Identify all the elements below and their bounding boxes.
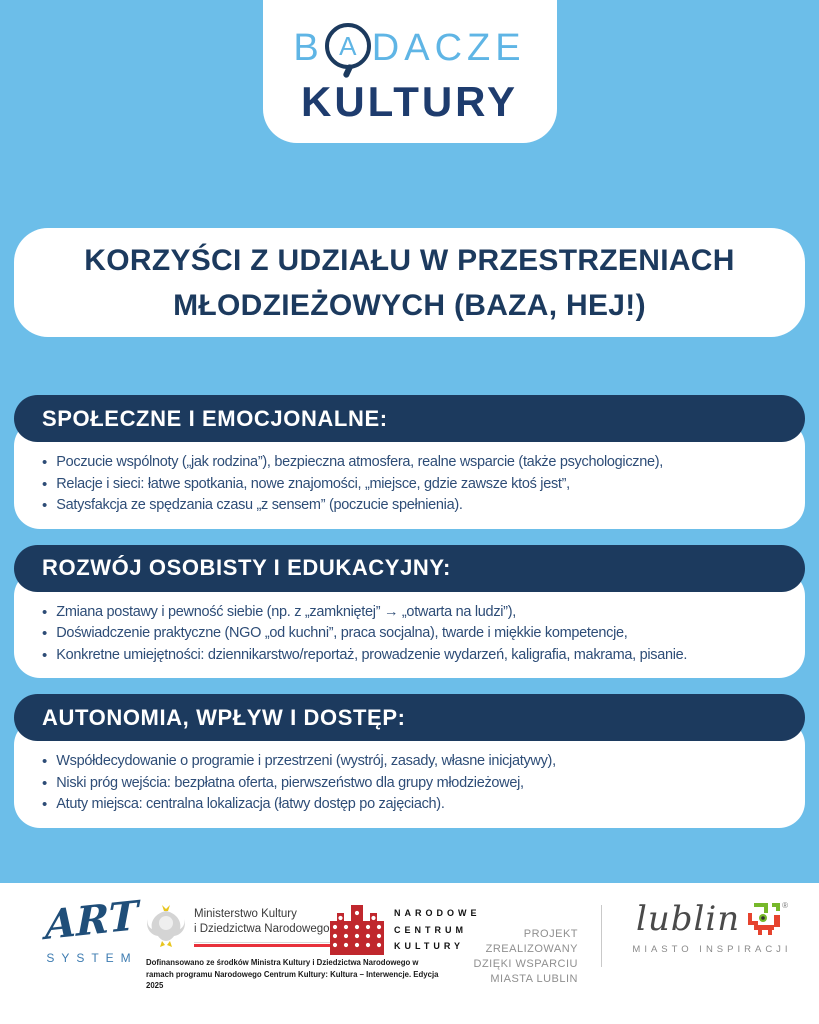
logo-word-kultury: KULTURY xyxy=(301,78,518,126)
list-item xyxy=(42,645,785,667)
lublin-logo xyxy=(622,899,802,955)
list-item xyxy=(42,452,785,474)
nck-line2: CENTRUM xyxy=(394,924,467,935)
ministry-text-block xyxy=(194,903,330,946)
poster-title-line1: KORZYŚCI Z UDZIAŁU W PRZESTRZENIACH xyxy=(84,243,735,277)
section-header-autonomy: AUTONOMIA, WPŁYW I DOSTĘP: xyxy=(14,694,805,741)
ministry-name-line1: Ministerstwo Kultury xyxy=(194,908,297,920)
bullet-icon: • xyxy=(42,625,48,642)
section-autonomy-access xyxy=(14,694,805,828)
project-support-note xyxy=(430,927,578,986)
bullet-text: Satysfakcja ze spędzania czasu „z sensem” (poczucie spełnienia). xyxy=(56,497,463,513)
bullet-text: Niski próg wejścia: bezpłatna oferta, pierwszeństwo dla grupy młodzieżowej, xyxy=(56,774,524,791)
logo-letter-a: A xyxy=(339,31,357,62)
art-system-logo xyxy=(42,891,142,965)
bullet-text: Konkretne umiejętności: dziennikarstwo/reportaż, prowadzenie wydarzeń, kaligrafia, makrama, pisanie. xyxy=(56,646,688,663)
benefit-sections xyxy=(0,395,819,828)
section-social-emotional xyxy=(14,395,805,529)
logo-letter-b: B xyxy=(293,27,324,70)
list-item xyxy=(42,773,785,795)
bullet-text: Zmiana postawy i pewność siebie (np. z „zamkniętej” → „otwarta na ludzi”), xyxy=(56,603,516,620)
list-item xyxy=(42,474,785,496)
bullet-icon: • xyxy=(42,454,48,471)
nck-castle-icon xyxy=(330,905,384,955)
bullet-text: Doświadczenie praktyczne (NGO „od kuchni”, praca socjalna), twarde i miękkie kompetencje, xyxy=(56,625,628,641)
section-header-social: SPOŁECZNE I EMOCJONALNE: xyxy=(14,395,805,442)
poster-title-line2: MŁODZIEŻOWYCH (BAZA, HEJ!) xyxy=(173,288,646,322)
bullet-text: Współdecydowanie o programie i przestrzeni (wystrój, zasady, własne inicjatywy), xyxy=(56,753,556,769)
bullet-icon: • xyxy=(42,497,48,514)
art-system-wordmark: ART xyxy=(45,891,139,950)
art-system-subtitle: SYSTEM xyxy=(46,951,138,965)
nck-line1: NARODOWE xyxy=(394,908,481,919)
registered-trademark-symbol: ® xyxy=(782,901,789,910)
nck-line3: KULTURY xyxy=(394,941,464,952)
magnifier-icon xyxy=(325,23,371,69)
bullet-icon: • xyxy=(42,753,48,770)
ministry-logo xyxy=(146,903,330,949)
project-note-line3: MIASTA LUBLIN xyxy=(490,972,578,985)
ministry-name-line2: i Dziedzictwa Narodowego xyxy=(194,922,330,935)
section-personal-development xyxy=(14,545,805,679)
project-note-line2: DZIĘKI WSPARCIU xyxy=(473,957,578,970)
lublin-wordmark: lublin xyxy=(635,899,741,939)
bullet-text: Atuty miejsca: centralna lokalizacja (łatwy dostęp po zajęciach). xyxy=(56,796,445,812)
footer-partner-bar xyxy=(0,883,819,1024)
ministry-red-underline xyxy=(194,942,330,946)
footer-divider xyxy=(601,905,602,967)
bullet-icon: • xyxy=(42,646,48,664)
bullet-icon: • xyxy=(42,796,48,813)
bullet-icon: • xyxy=(42,603,48,621)
list-item xyxy=(42,751,785,773)
list-item xyxy=(42,794,785,816)
badacze-kultury-logo-card xyxy=(263,0,557,143)
bullet-text: Relacje i sieci: łatwe spotkania, nowe znajomości, „miejsce, gdzie zawsze ktoś jest”, xyxy=(56,475,570,492)
list-item xyxy=(42,602,785,624)
bullet-text: Poczucie wspólnoty („jak rodzina”), bezpieczna atmosfera, realne wsparcie (także psychologiczne), xyxy=(56,454,664,470)
poster-title-card xyxy=(14,228,805,337)
logo-letters-dacze: DACZE xyxy=(371,27,526,70)
eagle-icon xyxy=(146,903,186,949)
logo-word-badacze xyxy=(293,23,525,73)
section-header-development: ROZWÓJ OSOBISTY I EDUKACYJNY: xyxy=(14,545,805,592)
project-note-line1: PROJEKT ZREALIZOWANY xyxy=(485,928,578,955)
list-item xyxy=(42,495,785,517)
bullet-icon: • xyxy=(42,774,48,792)
funding-note: Dofinansowano ze środków Ministra Kultury i Dziedzictwa Narodowego w ramach programu Narodowego Centrum Kultury: Kultura – Interwencje. Edycja 2025 xyxy=(146,958,439,991)
lublin-goat-emblem-icon xyxy=(746,901,782,937)
bullet-icon: • xyxy=(42,475,48,493)
list-item xyxy=(42,623,785,645)
lublin-tagline: MIASTO INSPIRACJI xyxy=(632,943,792,955)
